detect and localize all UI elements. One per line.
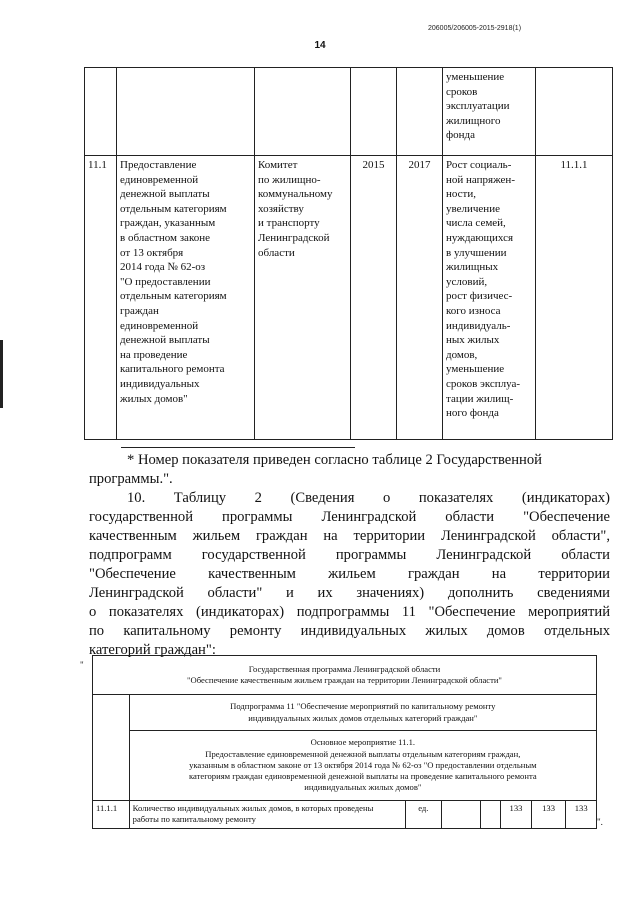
table-cell xyxy=(85,68,117,156)
table-cell xyxy=(255,68,351,156)
table-cell xyxy=(536,68,613,156)
table-row xyxy=(93,801,597,829)
text-line: государственной программы Ленинградской области "Обеспечение xyxy=(89,509,610,525)
table-cell xyxy=(351,68,397,156)
executor: Комитет по жилищно- коммунальному хозяйству и транспорту Ленинградской области xyxy=(255,156,351,440)
value-2017: 133 xyxy=(566,801,597,829)
binding-mark xyxy=(0,340,3,408)
document-id: 206005/206005-2015-2918(1) xyxy=(428,25,522,32)
subprogram-title: Подпрограмма 11 "Обеспечение мероприятий по капитальному ремонту индивидуальных жилых домов отдельных категорий граждан" xyxy=(129,695,596,731)
footnote-divider xyxy=(121,447,355,448)
open-quote: " xyxy=(80,660,84,670)
value-2015: 133 xyxy=(501,801,532,829)
table-cell xyxy=(397,68,443,156)
text-line: качественным жильем граждан на территории Ленинградской области", xyxy=(89,528,610,544)
table-row xyxy=(85,68,613,156)
close-quote: ". xyxy=(597,817,603,827)
main-measure-title: Основное мероприятие 11.1. Предоставление единовременной денежной выплаты отдельным категориям граждан, указанным в областном законе от 13 октября 2014 года № 62-оз "О предоставлении отдельным категориям граждан единовременной денежной выплаты на проведение капитального ремонта индивидуальных жилых домов" xyxy=(129,731,596,801)
indicator-number: 11.1.1 xyxy=(536,156,613,440)
table-row xyxy=(85,156,613,440)
paragraph-10 xyxy=(89,489,610,660)
value-2016: 133 xyxy=(531,801,566,829)
text-line: о показателях (индикаторах) подпрограммы 11 "Обеспечение мероприятий xyxy=(89,604,610,620)
unit: ед. xyxy=(405,801,442,829)
table-cell xyxy=(442,801,481,829)
table-row xyxy=(93,695,597,731)
text-line: подпрограмм государственной программы Ленинградской области xyxy=(89,547,610,563)
page-number: 14 xyxy=(314,40,326,51)
indicator-number: 11.1.1 xyxy=(93,801,130,829)
end-year: 2017 xyxy=(397,156,443,440)
program-title: Государственная программа Ленинградской области "Обеспечение качественным жильем граждан на территории Ленинградской области" xyxy=(93,656,597,695)
result-cell: уменьшение сроков эксплуатации жилищного фонда xyxy=(443,68,536,156)
text-line: 10. Таблицу 2 (Сведения о показателях (индикаторах) xyxy=(127,490,610,506)
table-row xyxy=(93,731,597,801)
text-line: "Обеспечение качественным жильем граждан на территории xyxy=(89,566,610,582)
table-row xyxy=(93,656,597,695)
result-cell: Рост социаль- ной напряжен- ности, увеличение числа семей, нуждающихся в улучшении жилищных условий, рост физичес- кого износа индивидуаль- ных жилых домов, уменьшение сроков эксплуа- тации жилищ- ного фонда xyxy=(443,156,536,440)
table-cell xyxy=(480,801,500,829)
indicator-name: Количество индивидуальных жилых домов, в которых проведены работы по капитальному ремонту xyxy=(129,801,405,829)
indicators-table xyxy=(92,655,597,829)
measure-name: Предоставление единовременной денежной выплаты отдельным категориям граждан, указанным в областном законе от 13 октября 2014 года № 62-оз "О предоставлении отдельным категориям граждан единовременной денежной выплаты на проведение капитального ремонта индивидуальных жилых домов" xyxy=(117,156,255,440)
text-line: по капитальному ремонту индивидуальных жилых домов отдельных xyxy=(89,623,610,639)
measures-table xyxy=(84,67,613,440)
table-cell xyxy=(93,695,130,801)
text-line: категорий граждан": xyxy=(89,642,216,658)
footnote-text: * Номер показателя приведен согласно таблице 2 Государственной программы.". xyxy=(89,452,542,487)
text-line: Ленинградской области" и их значениях) дополнить сведениями xyxy=(89,585,610,601)
row-number: 11.1 xyxy=(85,156,117,440)
table-cell xyxy=(117,68,255,156)
start-year: 2015 xyxy=(351,156,397,440)
